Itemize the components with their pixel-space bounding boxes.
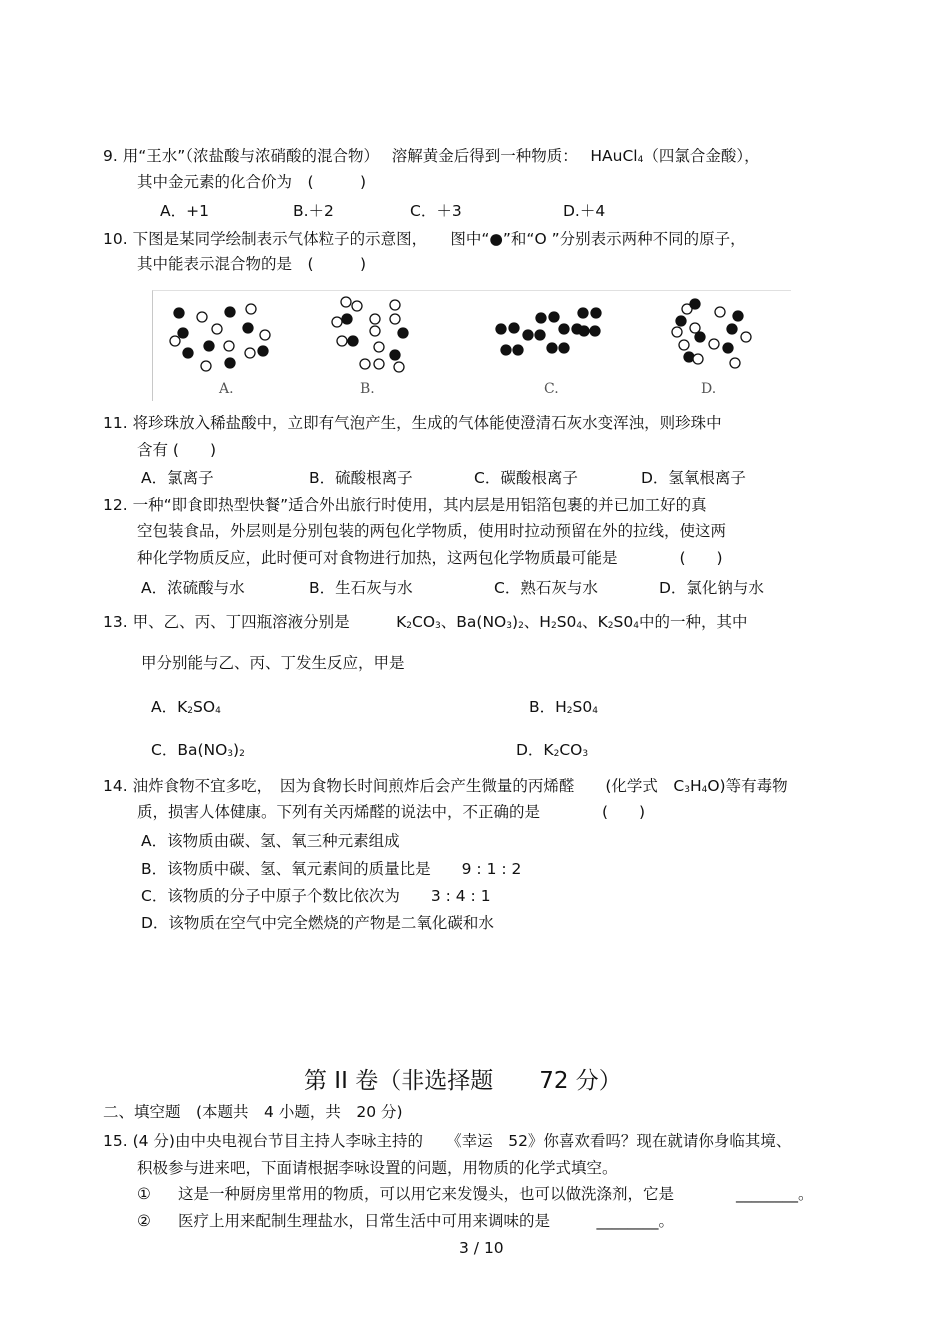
q9-option-b: B.＋2 <box>293 202 334 220</box>
q15-line2: 积极参与进来吧，下面请根据李咏设置的问题，用物质的化学式填空。 <box>137 1159 618 1177</box>
section-title: 第 II 卷（非选择题 72 分） <box>304 1068 622 1094</box>
q9-option-d: D.＋4 <box>563 202 606 220</box>
q14-option-c: C．该物质的分子中原子个数比依次为 3 : 4 : 1 <box>141 887 491 905</box>
q14-option-d: D．该物质在空气中完全燃烧的产物是二氧化碳和水 <box>141 914 494 932</box>
q15-item1-number: ① <box>137 1185 151 1203</box>
q12-line1: 12. 一种“即食即热型快餐”适合外出旅行时使用，其内层是用铝箔包裹的并已加工好的真 <box>103 496 707 514</box>
q11-option-c: C．碳酸根离子 <box>474 469 578 487</box>
box-d-particles <box>672 299 751 368</box>
q13-line2: 甲分别能与乙、丙、丁发生反应，甲是 <box>141 654 405 672</box>
box-c-label: C. <box>544 381 559 397</box>
q11-option-a: A．氯离子 <box>141 469 214 487</box>
box-d-label: D. <box>701 381 717 397</box>
q13-option-a: A．$K_2SO_4$ <box>151 698 221 716</box>
q11-option-b: B．硫酸根离子 <box>309 469 413 487</box>
q10-line1: 10. 下图是某同学绘制表示气体粒子的示意图， 图中“●”和“O ”分别表示两种不同的原子， <box>103 230 746 248</box>
box-c-particles <box>496 308 601 355</box>
q14-option-a: A．该物质由碳、氢、氧三种元素组成 <box>141 832 400 850</box>
particle-diagram <box>152 290 791 401</box>
q15-item2-number: ② <box>137 1212 151 1230</box>
q14-line2: 质，损害人体健康。下列有关丙烯醛的说法中，不正确的是 ( ) <box>137 803 646 821</box>
q14-option-b: B．该物质中碳、氢、氧元素间的质量比是 9 : 1 : 2 <box>141 860 522 878</box>
box-a-label: A. <box>219 381 234 397</box>
box-b-label: B. <box>360 381 375 397</box>
q12-option-b: B．生石灰与水 <box>309 579 413 597</box>
q10-line2: 其中能表示混合物的是 ( ) <box>137 255 367 273</box>
section-subtitle: 二、填空题 (本题共 4 小题，共 20 分) <box>103 1103 403 1121</box>
particle-diagram-svg <box>153 291 791 401</box>
q9-line1: 9. 用“王水”（浓盐酸与浓硝酸的混合物） 溶解黄金后得到一种物质： HAuCl$_4$（四氯合金酸）， <box>103 147 760 165</box>
page-number: 3 / 10 <box>459 1239 504 1257</box>
q15-line1: 15. (4 分)由中央电视台节目主持人李咏主持的 《幸运 52》你喜欢看吗？现在就请你身临其境、 <box>103 1132 792 1150</box>
q12-option-c: C．熟石灰与水 <box>494 579 598 597</box>
q11-line2: 含有 ( ) <box>137 441 217 459</box>
q12-option-a: A．浓硫酸与水 <box>141 579 245 597</box>
q12-line2: 空包装食品，外层则是分别包装的两包化学物质，使用时拉动预留在外的拉线，使这两 <box>137 522 727 540</box>
q13-line1: 13. 甲、乙、丙、丁四瓶溶液分别是 $K_2CO_3$、$Ba(NO_3)_2$、$H_2S0_4$、$K_2S0_4$中的一种，其中 <box>103 613 748 631</box>
q12-option-d: D．氯化钠与水 <box>659 579 764 597</box>
q9-option-c: C．＋3 <box>410 202 462 220</box>
q13-option-d: D．$K_2CO_3$ <box>516 741 589 759</box>
q14-line1: 14. 油炸食物不宜多吃， 因为食物长时间煎炸后会产生微量的丙烯醛 (化学式 $C_3H_4O$)等有毒物 <box>103 777 788 795</box>
q15-item1: 这是一种厨房里常用的物质，可以用它来发馒头，也可以做洗涤剂，它是 ________。 <box>178 1185 814 1203</box>
q11-line1: 11. 将珍珠放入稀盐酸中，立即有气泡产生，生成的气体能使澄清石灰水变浑浊，则珍珠中 <box>103 414 722 432</box>
q15-item2: 医疗上用来配制生理盐水，日常生活中可用来调味的是 ________。 <box>178 1212 675 1230</box>
q13-option-c: C．$Ba(NO_3)_2$ <box>151 741 245 759</box>
q9-line2: 其中金元素的化合价为 ( ) <box>137 173 367 191</box>
q11-option-d: D．氢氧根离子 <box>641 469 746 487</box>
q13-option-b: B．$H_2S0_4$ <box>529 698 598 716</box>
box-b-particles <box>332 297 408 372</box>
q12-line3: 种化学物质反应，此时便可对食物进行加热，这两包化学物质最可能是 ( ) <box>137 549 723 567</box>
box-a-particles <box>170 304 270 371</box>
q9-option-a: A．+1 <box>160 202 209 220</box>
